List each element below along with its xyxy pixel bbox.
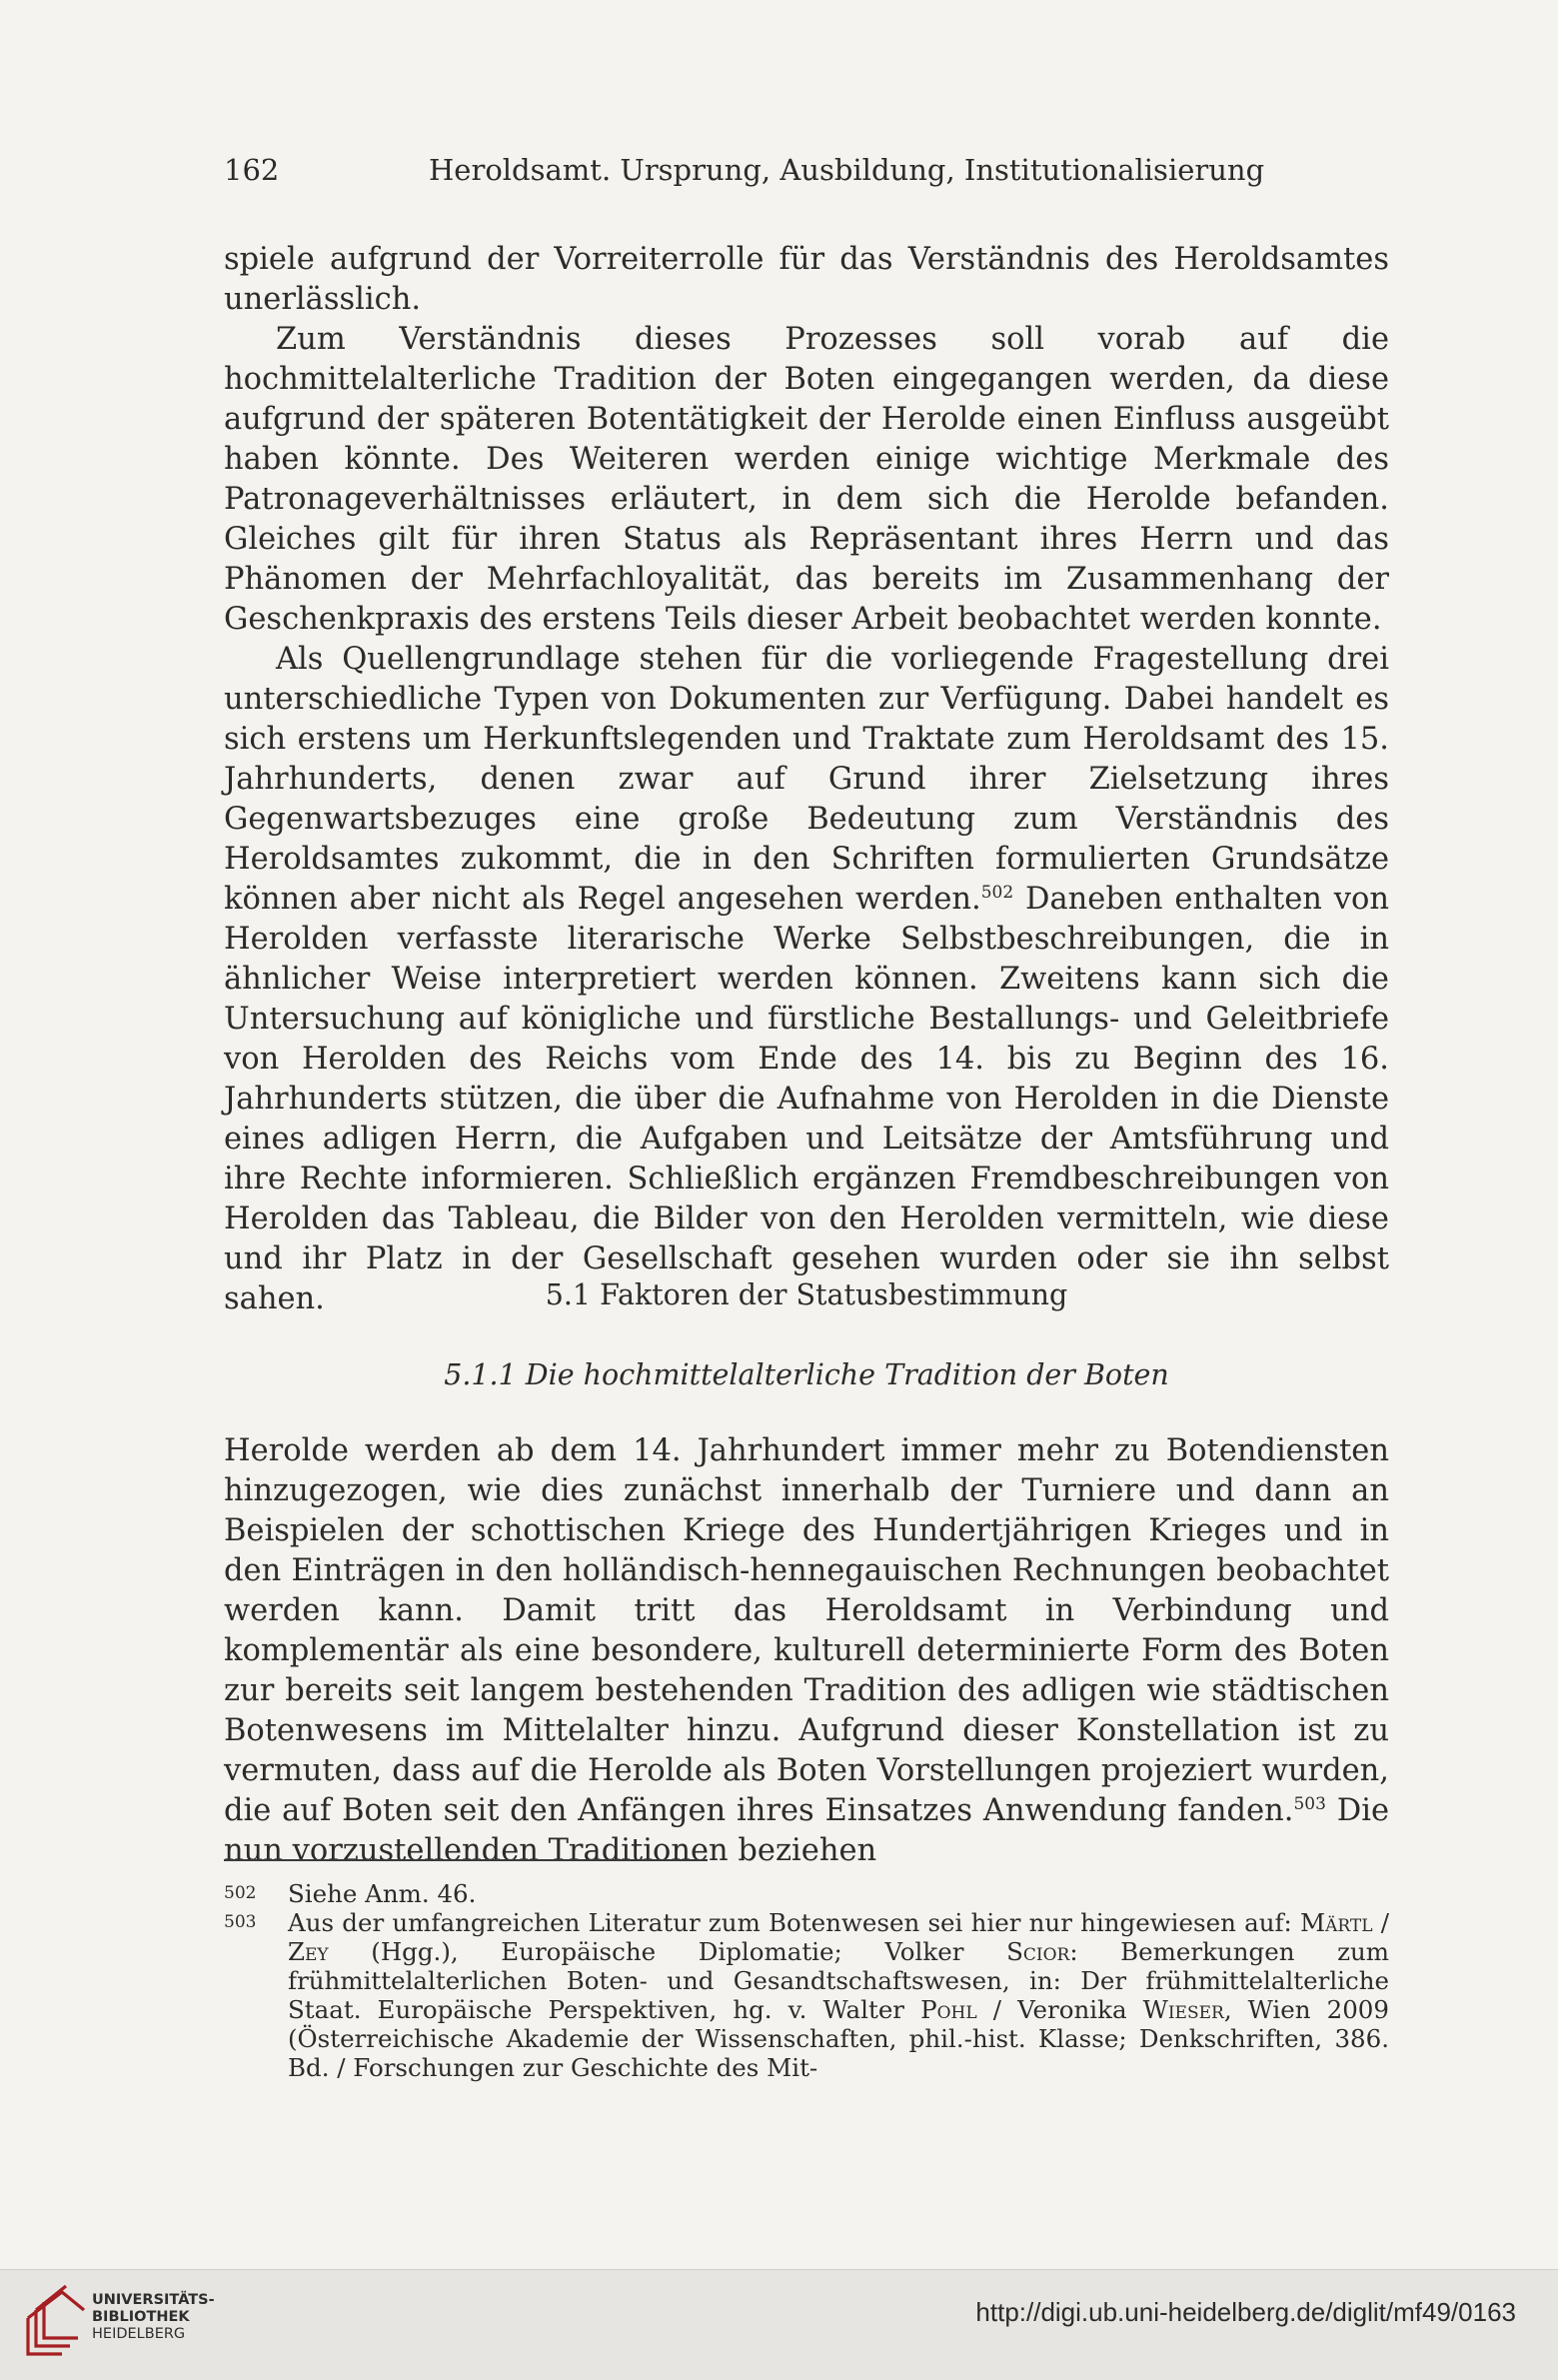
library-name-line: HEIDELBERG [92,2326,186,2342]
paragraph-text: Herolde werden ab dem 14. Jahrhundert immer mehr zu Botendiensten hinzugezogen, wie dies zunächst innerhalb der Turniere und dann an Beispielen der schottischen Kriege des Hundertjährigen Krieges und in den Einträgen in den holländisch-hennegauischen Rechnungen beobachtet werden kann. Damit tritt das Heroldsamt in Verbindung und komplementär als eine besondere, kulturell determinierte Form des Boten zur bereits seit langem bestehenden Tradition des adligen wie städtischen Botenwesens im Mittelalter hinzu. Aufgrund dieser Konstellation ist zu vermuten, dass auf die Herolde als Boten Vorstellungen projeziert wurden, die auf Boten seit den Anfängen ihres Einsatzes Anwendung fanden. [224,1433,1389,1828]
author-name: Pohl [920,1995,977,2024]
author-name: Märtl [1300,1908,1373,1937]
footnote-503 [224,1908,1389,2082]
running-title: Heroldsamt. Ursprung, Ausbildung, Institutionalisierung [429,153,1265,187]
footnote-ref-503[interactable]: 503 [1293,1794,1326,1814]
footnote-number: 503 [224,1912,257,1932]
paragraph-text: Die nun vorzustellenden Traditionen beziehen [224,1793,1389,1868]
library-logo-icon[interactable] [22,2284,88,2360]
library-name-line: BIBLIOTHEK [92,2309,190,2325]
section-text [224,1431,1389,1871]
footnote-separator [224,1859,708,1861]
permalink-url[interactable]: http://digi.ub.uni-heidelberg.de/diglit/mf49/0163 [975,2297,1516,2327]
footnote-number: 502 [224,1883,257,1903]
footnote-text: : Bemerkungen zum frühmittelalterlichen Boten- und Gesandtschaftswesen, in: Der frühmittelalterliche Staat. Europäische Perspektiven, hg. v. Walter [288,1937,1390,2024]
paragraph: spiele aufgrund der Vorreiterrolle für das Verständnis des Heroldsamtes unerlässlich. [224,242,1389,317]
footnote-text: (Hgg.), Europäische Diplomatie; Volker [328,1937,1007,1966]
footnote-text: , Wien 2009 (Österreichische Akademie der Wissenschaften, phil.-hist. Klasse; Denkschriften, 386. Bd. / Forschungen zur Geschichte des Mit- [288,1995,1389,2082]
subsection-heading: 5.1.1 Die hochmittelalterliche Tradition der Boten [444,1358,1169,1391]
library-name-line: UNIVERSITÄTS- [92,2292,215,2308]
footnotes [224,1879,1389,2082]
body-text [224,240,1389,1319]
paragraph [224,1431,1389,1871]
paragraph [224,640,1389,1319]
section-heading: 5.1 Faktoren der Statusbestimmung [545,1278,1068,1311]
paragraph: Zum Verständnis dieses Prozesses soll vorab auf die hochmittelalterliche Tradition der Boten eingegangen werden, da diese aufgrund der späteren Botentätigkeit der Herolde einen Einfluss ausgeübt haben könnte. Des Weiteren werden einige wichtige Merkmale des Patronageverhältnisses erläutert, in dem sich die Herolde befanden. Gleiches gilt für ihren Status als Repräsentant ihres Herrn und das Phänomen der Mehrfachloyalität, das bereits im Zusammenhang der Geschenkpraxis des erstens Teils dieser Arbeit beobachtet werden konnte. [224,322,1389,637]
author-name: Zey [288,1937,329,1966]
footnote-ref-502[interactable]: 502 [980,883,1014,903]
footnote-502 [224,1879,1389,1908]
footnote-text: / Veronika [976,1995,1143,2024]
page-number: 162 [224,153,280,187]
footnote-text: Aus der umfangreichen Literatur zum Botenwesen sei hier nur hingewiesen auf: [288,1908,1301,1937]
paragraph-text: Als Quellengrundlage stehen für die vorliegende Fragestellung drei unterschiedliche Typen von Dokumenten zur Verfügung. Dabei handelt es sich erstens um Herkunftslegenden und Traktate zum Heroldsamt des 15. Jahrhunderts, denen zwar auf Grund ihrer Zielsetzung ihres Gegenwartsbezuges eine große Bedeutung zum Verständnis des Heroldsamtes zukommt, die in den Schriften formulierten Grundsätze können aber nicht als Regel angesehen werden. [224,642,1389,917]
library-name [92,2292,215,2343]
footnote-text: / [1372,1908,1389,1937]
paragraph-text: Daneben enthalten von Herolden verfasste literarische Werke Selbstbeschreibungen, die in ähnlicher Weise interpretiert werden können. Zweitens kann sich die Untersuchung auf königliche und fürstliche Bestallungs- und Geleitbriefe von Herolden des Reichs vom Ende des 14. bis zu Beginn des 16. Jahrhunderts stützen, die über die Aufnahme von Herolden in die Dienste eines adligen Herrn, die Aufgaben und Leitsätze der Amtsführung und ihre Rechte informieren. Schließlich ergänzen Fremdbeschreibungen von Herolden das Tableau, die Bilder von den Herolden vermitteln, wie diese und ihr Platz in der Gesellschaft gesehen wurden oder sie ihn selbst sahen. [224,882,1389,1316]
author-name: Scior [1006,1937,1070,1966]
author-name: Wieser [1142,1995,1224,2024]
footnote-text: Siehe Anm. 46. [288,1879,477,1908]
